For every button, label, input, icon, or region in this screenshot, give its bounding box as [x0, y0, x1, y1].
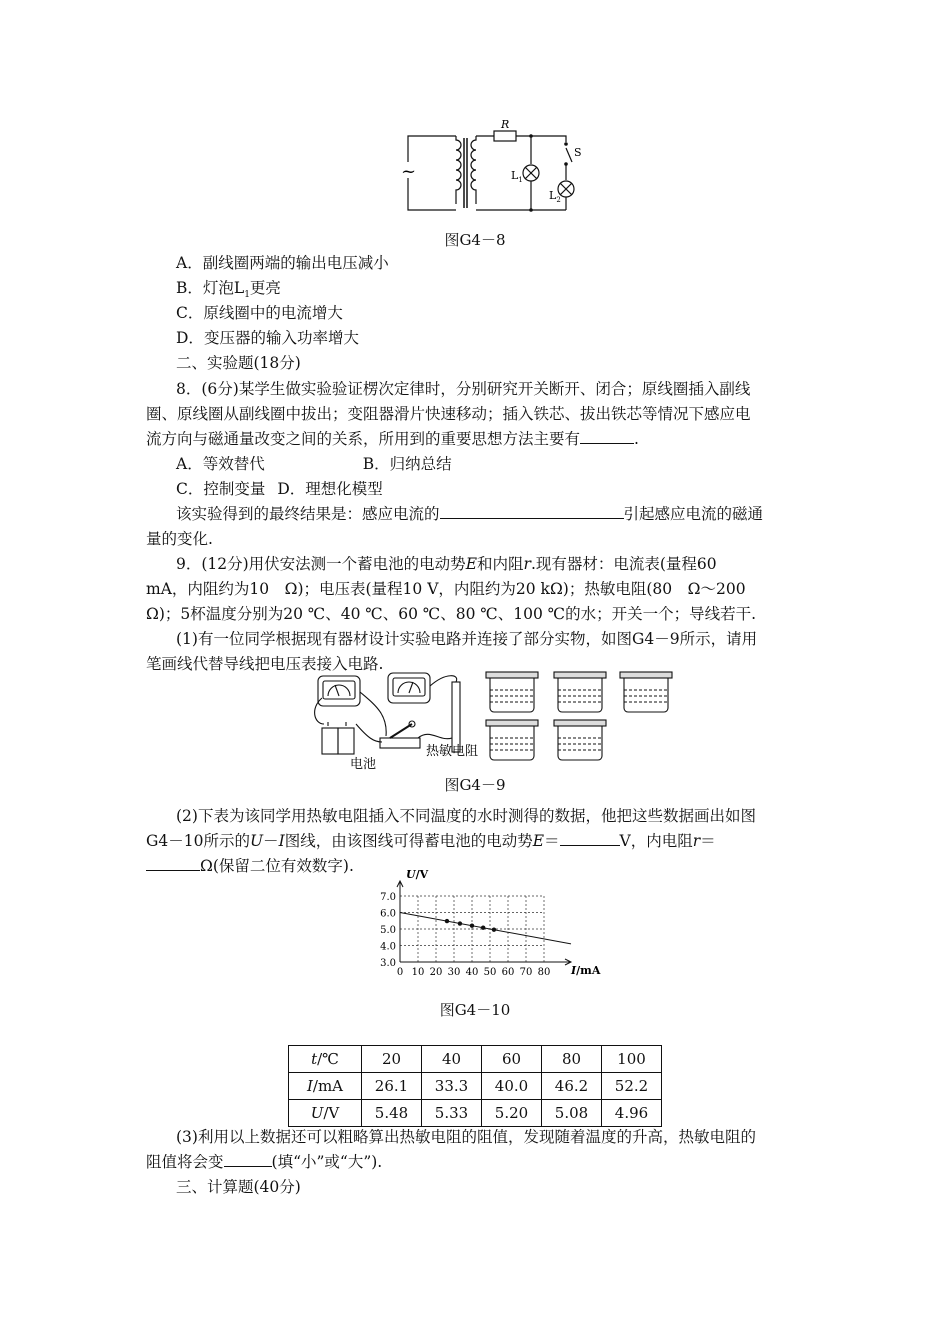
- table-cell: 40: [422, 1046, 482, 1073]
- table-cell: 20: [362, 1046, 422, 1073]
- x-tick-label: 30: [447, 967, 461, 978]
- chart-x-tick-labels: [397, 967, 551, 978]
- section-heading-calculation: 三、计算题(40分): [176, 1178, 301, 1196]
- y-tick-label: 5.0: [380, 925, 396, 936]
- table-row: [289, 1046, 662, 1073]
- q8-options-cd: C．控制变量 D．理想化模型: [176, 480, 383, 498]
- x-tick-label: 70: [519, 967, 533, 978]
- q7-option-c: C．原线圈中的电流增大: [176, 304, 343, 322]
- table-header-cell: t/℃: [289, 1046, 362, 1073]
- thermistor-label: 热敏电阻: [426, 744, 479, 759]
- q8-result-line-2: 量的变化.: [146, 530, 213, 548]
- y-tick-label: 3.0: [380, 958, 396, 969]
- label-s: S: [574, 146, 582, 159]
- table-header-cell: U/V: [289, 1100, 362, 1127]
- chart-points: [445, 919, 496, 932]
- x-tick-label: 20: [429, 967, 443, 978]
- chart-axes: [397, 881, 571, 965]
- q9-line-1: 9．(12分)用伏安法测一个蓄电池的电动势E和内阻r.现有器材：电流表(量程60: [176, 555, 717, 573]
- q9-part1-line-2: 笔画线代替导线把电压表接入电路.: [146, 655, 384, 673]
- answer-blank[interactable]: [440, 502, 624, 519]
- x-tick-label: 0: [396, 967, 404, 978]
- battery-label: 电池: [350, 757, 377, 772]
- q9-part2-line-1: (2)下表为该同学用热敏电阻插入不同温度的水时测得的数据，他把这些数据画出如图: [176, 807, 756, 825]
- label-l2: $L_2$: [549, 189, 561, 204]
- table-cell: 52.2: [602, 1073, 662, 1100]
- q8-line-2: 圈、原线圈从副线圈中拔出；变阻器滑片快速移动；插入铁芯、拔出铁芯等情况下感应电: [146, 405, 751, 423]
- x-tick-label: 50: [483, 967, 497, 978]
- q7-option-b: B．灯泡$L_1$更亮: [176, 279, 281, 301]
- table-cell: 46.2: [542, 1073, 602, 1100]
- q8-options-ab: A．等效替代 B．归纳总结: [176, 455, 452, 473]
- y-tick-label: 7.0: [380, 892, 396, 903]
- table-row: [289, 1100, 662, 1127]
- figure-caption-g4-10: 图G4－10: [439, 1001, 511, 1019]
- answer-blank[interactable]: [224, 1150, 272, 1167]
- y-tick-label: 4.0: [380, 941, 396, 953]
- label-l1: $L_1$: [511, 169, 523, 184]
- ac-source-symbol: ~: [401, 161, 417, 182]
- figure-caption-g4-9: 图G4－9: [444, 776, 506, 794]
- table-cell: 5.20: [482, 1100, 542, 1127]
- chart-grid: [400, 896, 544, 962]
- table-header-cell: I/mA: [289, 1073, 362, 1100]
- q9-line-3: Ω)；5杯温度分别为20 ℃、40 ℃、60 ℃、80 ℃、100 ℃的水；开关一个；导线若干.: [146, 605, 756, 623]
- figure-caption-g4-8: 图G4－8: [444, 231, 506, 249]
- q7-option-a: A．副线圈两端的输出电压减小: [176, 254, 389, 272]
- x-tick-label: 10: [411, 967, 425, 978]
- table-cell: 4.96: [602, 1100, 662, 1127]
- fit-line: [400, 913, 571, 944]
- q9-part2-line-2: G4－10所示的U－I图线，由该图线可得蓄电池的电动势E＝ V，内电阻r＝: [146, 828, 811, 854]
- q7-option-d: D．变压器的输入功率增大: [176, 329, 359, 347]
- q9-part3-line-1: (3)利用以上数据还可以粗略算出热敏电阻的阻值，发现随着温度的升高，热敏电阻的: [176, 1128, 756, 1146]
- q9-line-2: mA，内阻约为10 Ω)；电压表(量程10 V，内阻约为20 kΩ)；热敏电阻(80 Ω～200: [146, 580, 746, 598]
- q8-line-3: 流方向与磁通量改变之间的关系，所用到的重要思想方法主要有 .: [146, 426, 811, 452]
- x-axis-label: I/mA: [571, 964, 601, 977]
- data-point: [492, 927, 496, 931]
- x-tick-label: 60: [501, 967, 515, 978]
- table-cell: 5.48: [362, 1100, 422, 1127]
- y-axis-label: U/V: [406, 868, 429, 881]
- q9-part2-line-3: Ω(保留二位有效数字).: [146, 853, 811, 879]
- table-cell: 5.33: [422, 1100, 482, 1127]
- table-cell: 40.0: [482, 1073, 542, 1100]
- answer-blank[interactable]: [560, 829, 620, 846]
- chart-fit-line: [400, 913, 571, 944]
- answer-blank[interactable]: [146, 854, 200, 871]
- table-cell: 33.3: [422, 1073, 482, 1100]
- apparatus-diagram-g4-9: [300, 668, 680, 772]
- table-cell: 5.08: [542, 1100, 602, 1127]
- answer-blank[interactable]: [580, 427, 634, 444]
- q9-part3-line-2: 阻值将会变 (填“小”或“大”).: [146, 1149, 811, 1175]
- table-cell: 26.1: [362, 1073, 422, 1100]
- circuit-diagram-g4-8: [398, 118, 588, 218]
- data-table: [288, 1045, 662, 1127]
- y-tick-label: 6.0: [380, 908, 396, 920]
- table-cell: 60: [482, 1046, 542, 1073]
- u-i-chart: [360, 868, 610, 983]
- q9-part1-line-1: (1)有一位同学根据现有器材设计实验电路并连接了部分实物，如图G4－9所示，请用: [176, 630, 758, 648]
- table-cell: 80: [542, 1046, 602, 1073]
- section-heading-experiment: 二、实验题(18分): [176, 354, 301, 372]
- data-point: [470, 924, 474, 928]
- q8-line-1: 8．(6分)某学生做实验验证楞次定律时，分别研究开关断开、闭合；原线圈插入副线: [176, 380, 751, 398]
- table-row: [289, 1073, 662, 1100]
- chart-y-tick-labels: [380, 892, 396, 969]
- q8-result-line: 该实验得到的最终结果是：感应电流的 引起感应电流的磁通: [176, 501, 841, 527]
- data-point: [458, 921, 462, 925]
- table-cell: 100: [602, 1046, 662, 1073]
- label-r: R: [501, 118, 510, 131]
- x-tick-label: 80: [537, 967, 551, 978]
- data-point: [445, 919, 449, 923]
- x-tick-label: 40: [465, 967, 479, 978]
- data-point: [481, 925, 485, 929]
